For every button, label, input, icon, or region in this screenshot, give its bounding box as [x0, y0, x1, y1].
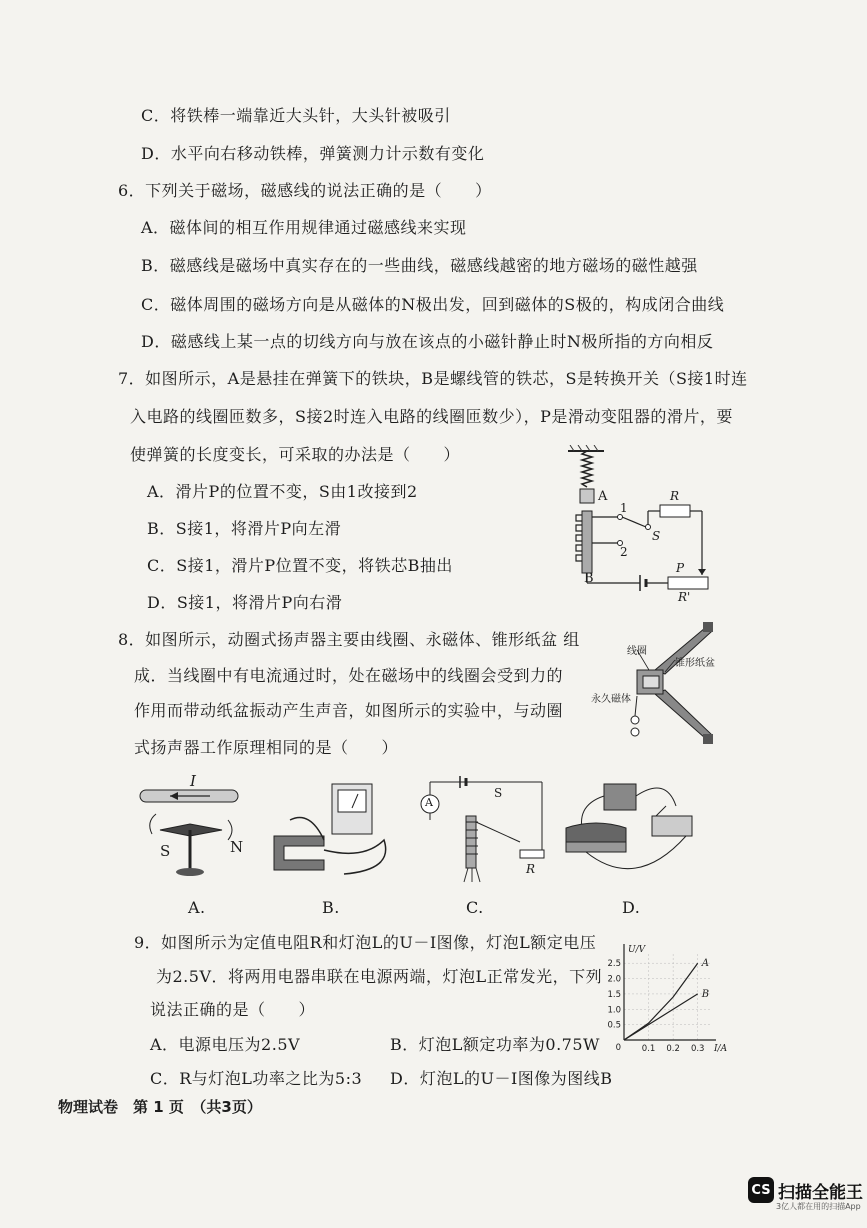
- q8-label-cone: 锥形纸盆: [675, 658, 715, 669]
- camscanner-title: 扫描全能王: [778, 1183, 863, 1203]
- q9-ui-chart-svg: [596, 936, 730, 1060]
- q6-option-d: D．磁感线上某一点的切线方向与放在该点的小磁针静止时N极所指的方向相反: [141, 332, 714, 351]
- q8-option-a-label: A.: [188, 898, 206, 917]
- q8-option-c-switch-label: S: [494, 786, 503, 800]
- q5-option-c: C．将铁棒一端靠近大头针，大头针被吸引: [141, 106, 451, 125]
- q7-label-1: 1: [620, 501, 628, 515]
- q8-stem-4: 式扬声器工作原理相同的是（ ）: [134, 738, 399, 757]
- q7-option-c: C．S接1，滑片P位置不变，将铁芯B抽出: [147, 556, 453, 575]
- chart-y-tick-label: 2.5: [607, 959, 621, 970]
- q7-label-2: 2: [620, 545, 628, 559]
- q7-stem-1: 7．如图所示，A是悬挂在弹簧下的铁块，B是螺线管的铁芯，S是转换开关（S接1时连: [118, 369, 748, 388]
- q8-option-b-figure: [270, 780, 390, 890]
- chart-y-tick-label: 2.0: [607, 974, 621, 985]
- q9-option-d: D．灯泡L的U－I图像为图线B: [390, 1069, 613, 1088]
- q8-option-c-label: C.: [466, 898, 484, 917]
- chart-x-tick-label: 0.2: [666, 1044, 680, 1054]
- q8-option-a-s-label: S: [160, 842, 171, 860]
- q9-option-c: C．R与灯泡L功率之比为5:3: [150, 1069, 363, 1088]
- q8-stem-2: 成．当线圈中有电流通过时，处在磁场中的线圈会受到力的: [134, 666, 564, 685]
- q7-label-s: S: [652, 529, 661, 543]
- q8-option-c-ammeter-label: A: [425, 796, 433, 809]
- q7-label-r: R: [670, 489, 680, 503]
- q8-stem-1: 8．如图所示，动圈式扬声器主要由线圈、永磁体、锥形纸盆 组: [118, 630, 580, 649]
- q7-label-p: P: [676, 561, 685, 575]
- q9-option-b: B．灯泡L额定功率为0.75W: [390, 1035, 600, 1054]
- q6-option-b: B．磁感线是磁场中真实存在的一些曲线，磁感线越密的地方磁场的磁性越强: [141, 256, 698, 275]
- q7-option-d: D．S接1，将滑片P向右滑: [147, 593, 343, 612]
- chart-series-label-a: A: [701, 958, 709, 970]
- q8-option-d-figure: [556, 776, 706, 886]
- q7-option-a: A．滑片P的位置不变，S由1改接到2: [147, 482, 418, 501]
- q6-option-a: A．磁体间的相互作用规律通过磁感线来实现: [141, 218, 467, 237]
- page-footer: 物理试卷 第 1 页 （共3页）: [58, 1098, 262, 1116]
- q9-ui-chart: [596, 936, 730, 1060]
- q9-stem-2: 为2.5V．将两用电器串联在电源两端，灯泡L正常发光，下列: [156, 967, 603, 986]
- q9-stem-3: 说法正确的是（ ）: [150, 1000, 316, 1019]
- chart-origin-label: 0: [615, 1043, 621, 1053]
- chart-series-label-b: B: [701, 988, 710, 1000]
- chart-series-line-b: [624, 994, 698, 1040]
- q8-option-a-n-label: N: [230, 838, 244, 856]
- chart-y-tick-label: 1.5: [607, 989, 621, 1000]
- chart-x-tick-label: 0.3: [690, 1044, 705, 1054]
- q6-option-c: C．磁体周围的磁场方向是从磁体的N极出发，回到磁体的S极的，构成闭合曲线: [141, 295, 725, 314]
- q7-option-b: B．S接1，将滑片P向左滑: [147, 519, 342, 538]
- q7-stem-2: 入电路的线圈匝数多，S接2时连入电路的线圈匝数少），P是滑动变阻器的滑片，要: [130, 407, 733, 426]
- q8-option-b-label: B.: [322, 898, 340, 917]
- q8-option-a-current-label: I: [190, 772, 196, 790]
- q5-option-d: D．水平向右移动铁棒，弹簧测力计示数有变化: [141, 144, 485, 163]
- q8-option-c-figure: [410, 772, 550, 890]
- chart-x-tick-label: 0.1: [641, 1044, 656, 1054]
- camscanner-subtitle: 3亿人都在用的扫描App: [776, 1202, 861, 1211]
- chart-series-line-a: [624, 963, 698, 1040]
- q8-stem-3: 作用而带动纸盆振动产生声音，如图所示的实验中，与动圈: [134, 701, 564, 720]
- q8-speaker-figure: [591, 620, 725, 748]
- q8-label-magnet: 永久磁体: [591, 694, 631, 705]
- camscanner-logo: CS: [748, 1177, 774, 1203]
- chart-x-axis-label: I/A: [714, 1044, 728, 1054]
- q8-option-d-label: D.: [622, 898, 641, 917]
- chart-y-tick-label: 0.5: [607, 1020, 621, 1031]
- q7-circuit-figure: [560, 445, 720, 605]
- q7-label-b: B: [584, 571, 594, 586]
- q7-label-rprime: R': [678, 590, 691, 604]
- q9-stem-1: 9．如图所示为定值电阻R和灯泡L的U－I图像，灯泡L额定电压: [134, 933, 597, 952]
- q7-label-a: A: [598, 489, 608, 504]
- chart-y-tick-label: 1.0: [607, 1005, 621, 1016]
- q8-label-coil: 线圈: [627, 646, 647, 657]
- q6-stem: 6．下列关于磁场，磁感线的说法正确的是（ ）: [118, 181, 492, 200]
- q7-stem-3: 使弹簧的长度变长，可采取的办法是（ ）: [130, 445, 461, 464]
- q8-option-c-resistor-label: R: [526, 862, 536, 876]
- q8-option-a-figure: [130, 772, 250, 884]
- q9-option-a: A．电源电压为2.5V: [150, 1035, 301, 1054]
- chart-y-axis-label: U/V: [628, 945, 646, 955]
